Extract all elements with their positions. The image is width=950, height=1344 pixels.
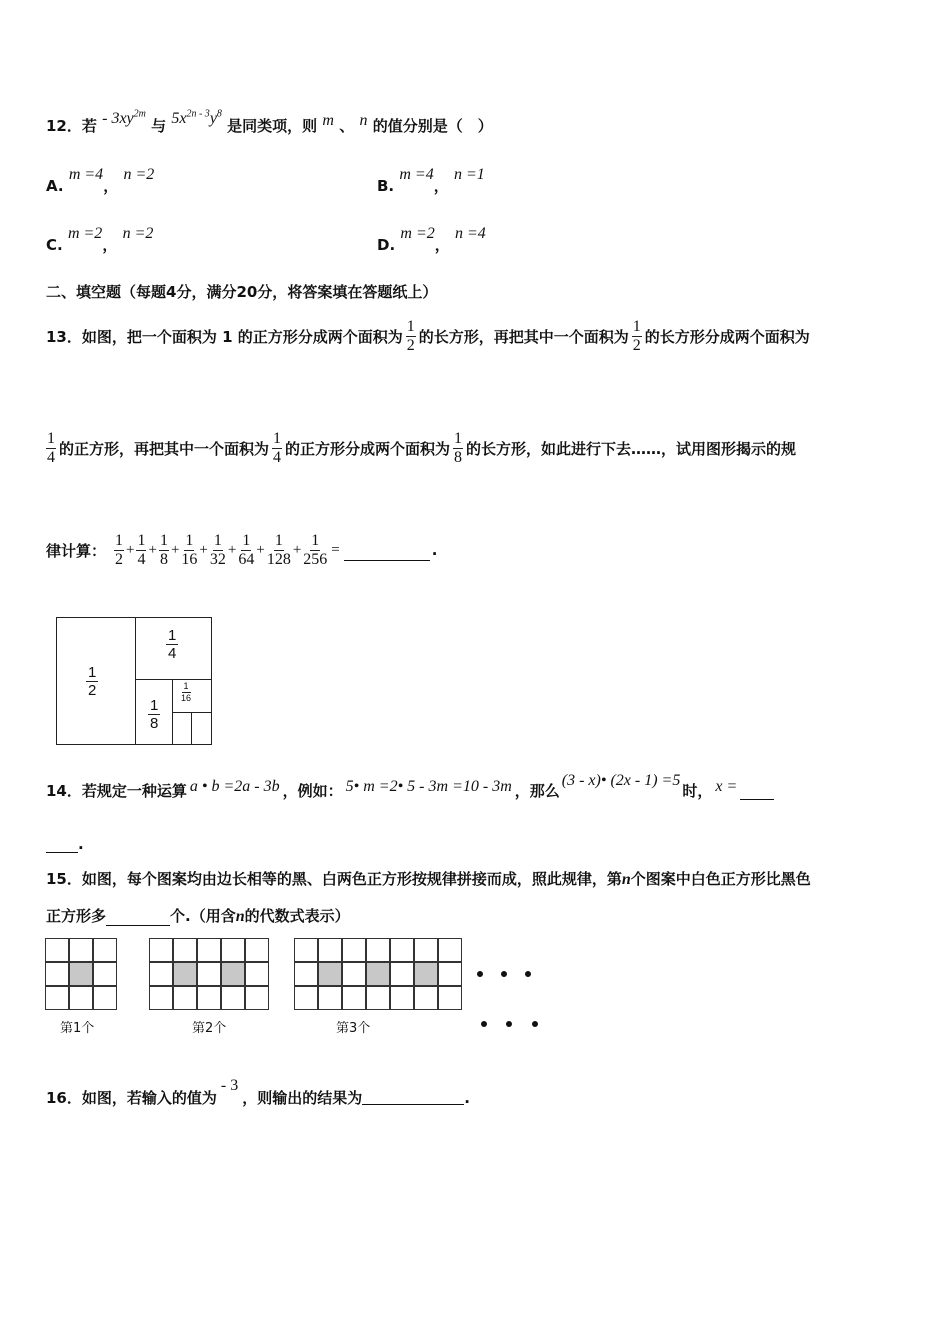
q13-line1: 13．如图，把一个面积为 1 的正方形分成两个面积为 $\frac{1}{2}$ 的长方形，再把其中一个面积为 $\frac{1}{2}$ 的长方形分成两个面积为 (46, 317, 810, 354)
white-square (45, 986, 69, 1010)
ellipsis-dot (532, 1021, 538, 1027)
grey-square (221, 962, 245, 986)
white-square (438, 962, 462, 986)
q14-blank-continuation: . (46, 835, 84, 853)
q12-option-c: C. m =2， n =2 (46, 225, 154, 254)
fig-label-quarter: 1 4 (168, 627, 177, 662)
white-square (93, 938, 117, 962)
q13-line2: $\frac{1}{4}$ 的正方形，再把其中一个面积为 $\frac{1}{4}$ 的正方形分成两个面积为 $\frac{1}{8}$ 的长方形，如此进行下去……，试用图形揭示的规 (47, 429, 797, 466)
fig-label-sixteenth: 1 16 (181, 681, 192, 703)
grey-square (414, 962, 438, 986)
white-square (294, 938, 318, 962)
section-heading: 二、填空题（每题4分，满分20分，将答案填在答题纸上） (46, 283, 438, 301)
white-square (294, 986, 318, 1010)
white-square (438, 938, 462, 962)
fig-label-half: 1 2 (88, 664, 97, 699)
white-square (221, 938, 245, 962)
grey-square (318, 962, 342, 986)
white-square (221, 986, 245, 1010)
white-square (366, 986, 390, 1010)
white-square (245, 938, 269, 962)
white-square (45, 962, 69, 986)
q12-option-d: D. m =2， n =4 (377, 225, 486, 254)
caption-1: 第1个 (60, 1021, 95, 1036)
grey-square (366, 962, 390, 986)
white-square (149, 986, 173, 1010)
white-square (414, 986, 438, 1010)
white-square (438, 986, 462, 1010)
pattern-2 (149, 938, 268, 1008)
pattern-3 (294, 938, 461, 1008)
white-square (69, 938, 93, 962)
q13-answer-blank[interactable] (344, 540, 430, 561)
q13-figure (56, 617, 212, 745)
grey-square (69, 962, 93, 986)
q12-option-a: A. m =4， n =2 (46, 166, 155, 195)
q15-line2: 正方形多 个.（用含n的代数式表示） (46, 907, 350, 925)
white-square (149, 938, 173, 962)
white-square (197, 938, 221, 962)
white-square (342, 962, 366, 986)
q15-line1: 15．如图，每个图案均由边长相等的黑、白两色正方形按规律拼接而成，照此规律，第n个图案中白色正方形比黑色 (46, 870, 811, 888)
white-square (93, 962, 117, 986)
q14-answer-blank[interactable] (740, 781, 774, 800)
q15-answer-blank[interactable] (106, 911, 170, 926)
white-square (342, 986, 366, 1010)
white-square (390, 986, 414, 1010)
q16-answer-blank[interactable] (362, 1090, 464, 1105)
ellipsis-dot (501, 971, 507, 977)
white-square (173, 938, 197, 962)
white-square (318, 986, 342, 1010)
ellipsis-dot (477, 971, 483, 977)
white-square (245, 962, 269, 986)
ellipsis-dot (525, 971, 531, 977)
white-square (318, 938, 342, 962)
q13-line3: 律计算： $\frac{1}{2}$ + $\frac{1}{4}$ + $\frac{1}{8}$ + $\frac{1}{16}$ + $\frac{1}{32}$ + $\frac{1}{64}$ + $\frac{1}{128}$ + $\frac{1}{256}$ = . (46, 531, 438, 568)
white-square (414, 938, 438, 962)
white-square (245, 986, 269, 1010)
white-square (197, 962, 221, 986)
white-square (45, 938, 69, 962)
white-square (294, 962, 318, 986)
grey-square (173, 962, 197, 986)
white-square (366, 938, 390, 962)
ellipsis-dot (481, 1021, 487, 1027)
fig-label-eighth: 1 8 (150, 697, 159, 732)
caption-3: 第3个 (336, 1021, 371, 1036)
white-square (93, 986, 117, 1010)
pattern-1 (45, 938, 116, 1008)
q12-stem: 12．若 - $3xy^{2m}$ 与 $5x^{2n - 3}y^8$ 是同类项，则 m 、 n 的值分别是（ ） (46, 108, 493, 135)
q16-stem: 16．如图，若输入的值为 - 3 ，则输出的结果为 . (46, 1076, 470, 1107)
ellipsis-dot (506, 1021, 512, 1027)
white-square (197, 986, 221, 1010)
white-square (173, 986, 197, 1010)
white-square (149, 962, 173, 986)
white-square (342, 938, 366, 962)
white-square (69, 986, 93, 1010)
q14-stem: 14．若规定一种运算 a • b =2a - 3b ，例如： 5• m =2• 5 - 3m =10 - 3m ，那么 (3 - x)• (2x - 1) =5 时， x = (46, 780, 774, 801)
caption-2: 第2个 (192, 1021, 227, 1036)
white-square (390, 938, 414, 962)
q12-option-b: B. m =4， n =1 (377, 166, 485, 195)
white-square (390, 962, 414, 986)
